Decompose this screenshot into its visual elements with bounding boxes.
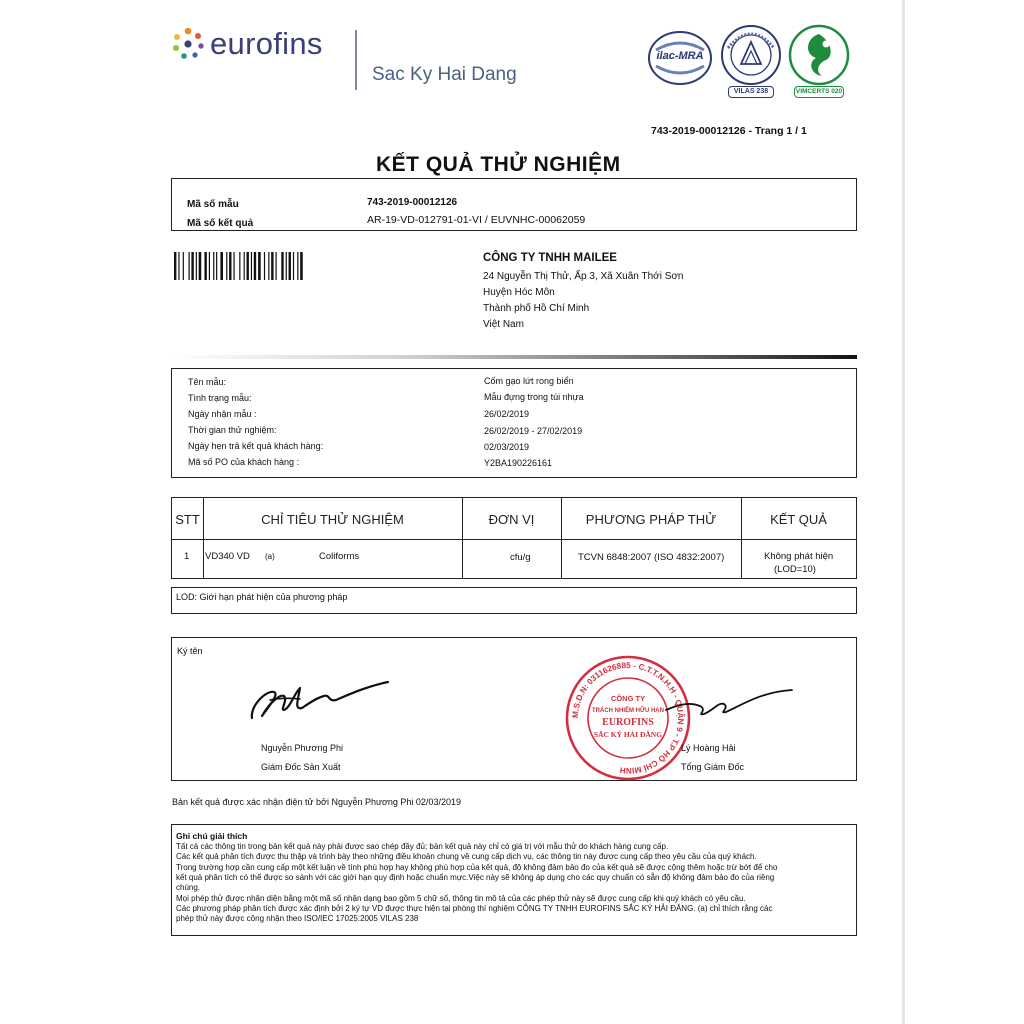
note-line: Trong trường hợp cần cung cấp một kết luận về tính phù hợp hay không phù hợp của kết quả, độ không đảm bảo đo của kết quả sẽ được cộng thêm hoặc trừ bớt để cho <box>176 863 778 872</box>
sample-info-label: Tình trạng mẫu: <box>188 393 252 403</box>
note-line: chúng. <box>176 883 201 892</box>
barcode-bar <box>254 252 256 280</box>
boa-accreditation-logo <box>720 24 782 100</box>
barcode-bar <box>276 252 277 280</box>
note-line: Tất cả các thông tin trong bản kết quả này phải được sao chép đầy đủ; bản kết quả này chỉ có giá trị với mẫu thử do khách hàng cung cấp. <box>176 842 669 851</box>
table-cell-method: TCVN 6848:2007 (ISO 4832:2007) <box>578 552 725 563</box>
sample-code-label: Mã số mẫu <box>187 199 239 210</box>
barcode-bar <box>286 252 287 280</box>
barcode-bar <box>258 252 261 280</box>
table-cell-stt: 1 <box>184 551 190 562</box>
brand-divider <box>355 30 357 90</box>
page-edge <box>902 0 905 1024</box>
barcode-bar <box>281 252 283 280</box>
table-header-stt: STT <box>175 511 200 527</box>
right-signer-position: Tổng Giám Đốc <box>681 762 745 772</box>
sample-info-value: Y2BA190226161 <box>484 458 553 468</box>
table-header-method: PHƯƠNG PHÁP THỬ <box>585 511 717 527</box>
barcode-bar <box>289 252 291 280</box>
barcode <box>174 252 352 285</box>
barcode-bar <box>264 252 265 280</box>
results-table <box>171 497 857 579</box>
lod-note: LOD: Giới hạn phát hiện của phương pháp <box>176 592 348 602</box>
table-cell-code: VD340 VD <box>205 551 250 562</box>
sample-info-label: Mã số PO của khách hàng : <box>188 457 300 467</box>
stamp-line: CÔNG TY <box>610 694 646 703</box>
brand-subtitle: Sac Ky Hai Dang <box>372 64 517 85</box>
stamp-line: TRÁCH NHIỆM HỮU HẠN <box>592 708 664 714</box>
brand-name: eurofins <box>210 26 323 61</box>
left-signer-position: Giám Đốc Sản Xuất <box>261 762 341 772</box>
barcode-bar <box>174 252 176 280</box>
barcode-bar <box>244 252 245 280</box>
table-cell-result: Không phát hiện <box>764 551 834 562</box>
barcode-bar <box>204 252 206 280</box>
barcode-bar <box>297 252 298 280</box>
sample-info-value: Cốm gạo lứt rong biển <box>484 376 574 386</box>
sample-info-label: Ngày nhận mẫu : <box>188 409 257 419</box>
sample-info-value: 26/02/2019 <box>484 409 530 419</box>
stamp-line: SẮC KÝ HẢI ĐĂNG <box>593 730 663 739</box>
sample-info-label: Tên mẫu: <box>188 377 227 387</box>
barcode-bar <box>209 252 210 280</box>
divider-rule <box>171 355 857 359</box>
eurofins-logo <box>171 27 205 61</box>
left-signer-name: Nguyễn Phương Phi <box>261 743 343 753</box>
table-cell-result-note: (LOD=10) <box>774 564 816 575</box>
barcode-graphic <box>174 252 352 280</box>
stamp-ring-text: M.S.D.N: 0311626885 - C.T.T.N.H.H - QUẬN 9 - T.P HỒ CHÍ MINH <box>570 660 686 776</box>
signature-label: Ký tên <box>177 646 203 656</box>
sample-code-value: 743-2019-00012126 <box>367 197 458 208</box>
page-title: KẾT QUẢ THỬ NGHIỆM <box>376 153 621 176</box>
note-line: Các kết quả phân tích được thu thập và trình bày theo những điều khoản chung về cung cấp dịch vụ, các thông tin này được cung cấp theo yêu cầu của quý khách. <box>176 852 757 861</box>
barcode-bar <box>229 252 231 280</box>
barcode-bar <box>239 252 240 280</box>
client-address-line: 24 Nguyễn Thị Thử, Ấp 3, Xã Xuân Thới Sơn <box>483 271 684 282</box>
ilac-mra-logo <box>646 28 714 88</box>
barcode-bar <box>251 252 252 280</box>
table-cell-flag: (a) <box>265 552 275 561</box>
notes-heading: Ghi chú giải thích <box>176 831 248 841</box>
note-line: Mọi phép thử được nhận diện bằng một mã số nhận dạng bao gồm 5 chữ số, thông tin mô tả của các phép thử này sẽ được cung cấp khi quý khách có yêu cầu. <box>176 894 746 903</box>
page-reference: 743-2019-00012126 - Trang 1 / 1 <box>651 125 807 137</box>
right-signature <box>660 682 800 722</box>
note-line: kết quả phân tích có thể được so sánh với các giới hạn quy định hoặc chuẩn mực.Việc này sẽ không áp dụng cho các quy chuẩn có sẵn độ không đảm bảo đo của riêng <box>176 873 775 882</box>
table-cell-unit: cfu/g <box>510 552 531 563</box>
barcode-bar <box>191 252 193 280</box>
vimcerts-badge: VIMCERTS 020 <box>794 86 844 98</box>
barcode-bar <box>293 252 294 280</box>
barcode-bar <box>216 252 217 280</box>
barcode-bar <box>196 252 197 280</box>
sample-info-value: 02/03/2019 <box>484 442 530 452</box>
sample-info-label: Thời gian thử nghiệm: <box>188 425 277 435</box>
right-signer-name: Lý Hoàng Hải <box>681 743 736 753</box>
barcode-bar <box>220 252 223 280</box>
table-header-unit: ĐƠN VỊ <box>488 511 535 527</box>
table-header-parameter: CHỈ TIÊU THỬ NGHIỆM <box>261 511 404 527</box>
sample-info-value: Mẫu đựng trong túi nhựa <box>484 392 584 402</box>
barcode-bar <box>189 252 190 280</box>
barcode-bar <box>271 252 273 280</box>
barcode-bar <box>178 252 179 280</box>
sample-info-value: 26/02/2019 - 27/02/2019 <box>484 426 583 436</box>
barcode-bar <box>183 252 184 280</box>
table-cell-parameter: Coliforms <box>319 551 360 562</box>
client-address-line: Việt Nam <box>483 319 524 330</box>
ilac-mra-text: ilac-MRA <box>656 50 704 62</box>
left-signature <box>240 672 400 728</box>
barcode-bar <box>226 252 227 280</box>
electronic-confirmation: Bản kết quả được xác nhận điện tử bởi Nguyễn Phương Phi 02/03/2019 <box>172 797 461 807</box>
barcode-bar <box>233 252 234 280</box>
barcode-bar <box>247 252 249 280</box>
note-line: Các phương pháp phân tích được xác định bởi 2 ký tự VD được thực hiện tại phòng thí nghiệm CÔNG TY TNHH EUROFINS SẮC KÝ HẢI ĐĂNG. (a) chỉ thích rằng các <box>176 904 773 913</box>
barcode-bar <box>213 252 214 280</box>
client-name: CÔNG TY TNHH MAILEE <box>483 252 617 264</box>
note-line: phép thử này được công nhận theo ISO/IEC 17025:2005 VILAS 238 <box>176 914 419 923</box>
client-address-line: Thành phố Hồ Chí Minh <box>483 303 590 314</box>
sample-info-label: Ngày hẹn trả kết quả khách hàng: <box>188 441 324 451</box>
stamp-line: EUROFINS <box>602 717 654 728</box>
vilas-badge: VILAS 238 <box>728 86 774 98</box>
table-header-result: KẾT QUẢ <box>770 511 827 527</box>
barcode-bar <box>268 252 269 280</box>
result-code-value: AR-19-VD-012791-01-VI / EUVNHC-00062059 <box>367 214 586 226</box>
client-address-line: Huyện Hóc Môn <box>483 287 555 298</box>
barcode-bar <box>199 252 202 280</box>
result-code-label: Mã số kết quả <box>187 218 254 229</box>
barcode-bar <box>300 252 303 280</box>
vimcerts-logo <box>788 24 850 100</box>
eurofins-dots-icon <box>171 27 205 61</box>
